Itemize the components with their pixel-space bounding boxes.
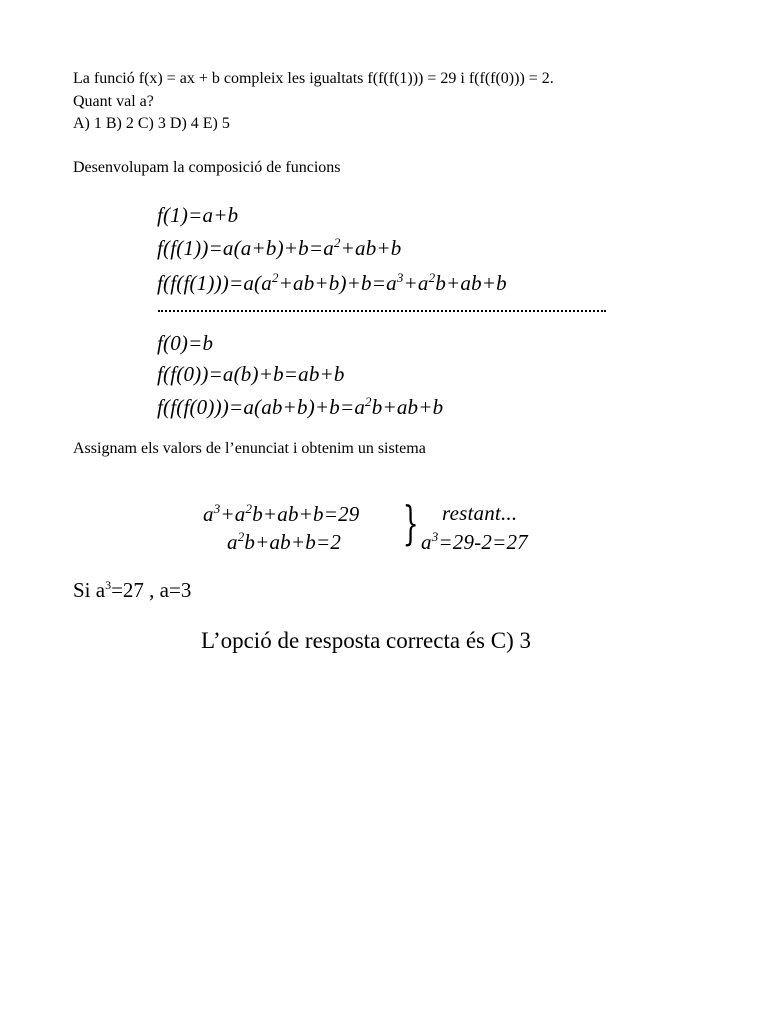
- derivation-ff0: f(f(0))=a(b)+b=ab+b: [157, 362, 345, 386]
- derivation-ff1: $f(f(1))=a(a+b)+b=a^2+ab+b$: [157, 235, 402, 260]
- final-answer: L’opció de resposta correcta és C) 3: [201, 628, 531, 653]
- dotted-separator: [158, 308, 606, 312]
- derivation-f0: f(0)=b: [157, 331, 214, 355]
- system-equation-2: $a^2b+ab+b=2$: [227, 529, 342, 554]
- restant-label: restant...: [442, 501, 518, 525]
- system-result: $a^3=29-2=27$: [421, 529, 528, 554]
- system-equation-1: $a^3+a^2b+ab+b=29$: [203, 501, 360, 526]
- problem-question: Quant val a?: [73, 93, 154, 110]
- problem-statement: La funció f(x) = ax + b compleix les igualtats f(f(f(1))) = 29 i f(f(f(0))) = 2.: [73, 70, 554, 87]
- section-heading-composition: Desenvolupam la composició de funcions: [73, 159, 341, 176]
- result-statement: Si $a^3=27$ , a=3: [73, 578, 192, 602]
- derivation-fff0: $f(f(f(0)))=a(ab+b)+b=a^2b+ab+b$: [157, 394, 444, 419]
- right-brace: }: [402, 496, 419, 550]
- section-heading-system: Assignam els valors de l’enunciat i obtenim un sistema: [73, 440, 426, 457]
- derivation-fff1: $f(f(f(1)))=a(a^2+ab+b)+b=a^3+a^2b+ab+b$: [157, 270, 507, 295]
- derivation-f1: f(1)=a+b: [157, 203, 239, 227]
- answer-options: A) 1 B) 2 C) 3 D) 4 E) 5: [73, 115, 230, 132]
